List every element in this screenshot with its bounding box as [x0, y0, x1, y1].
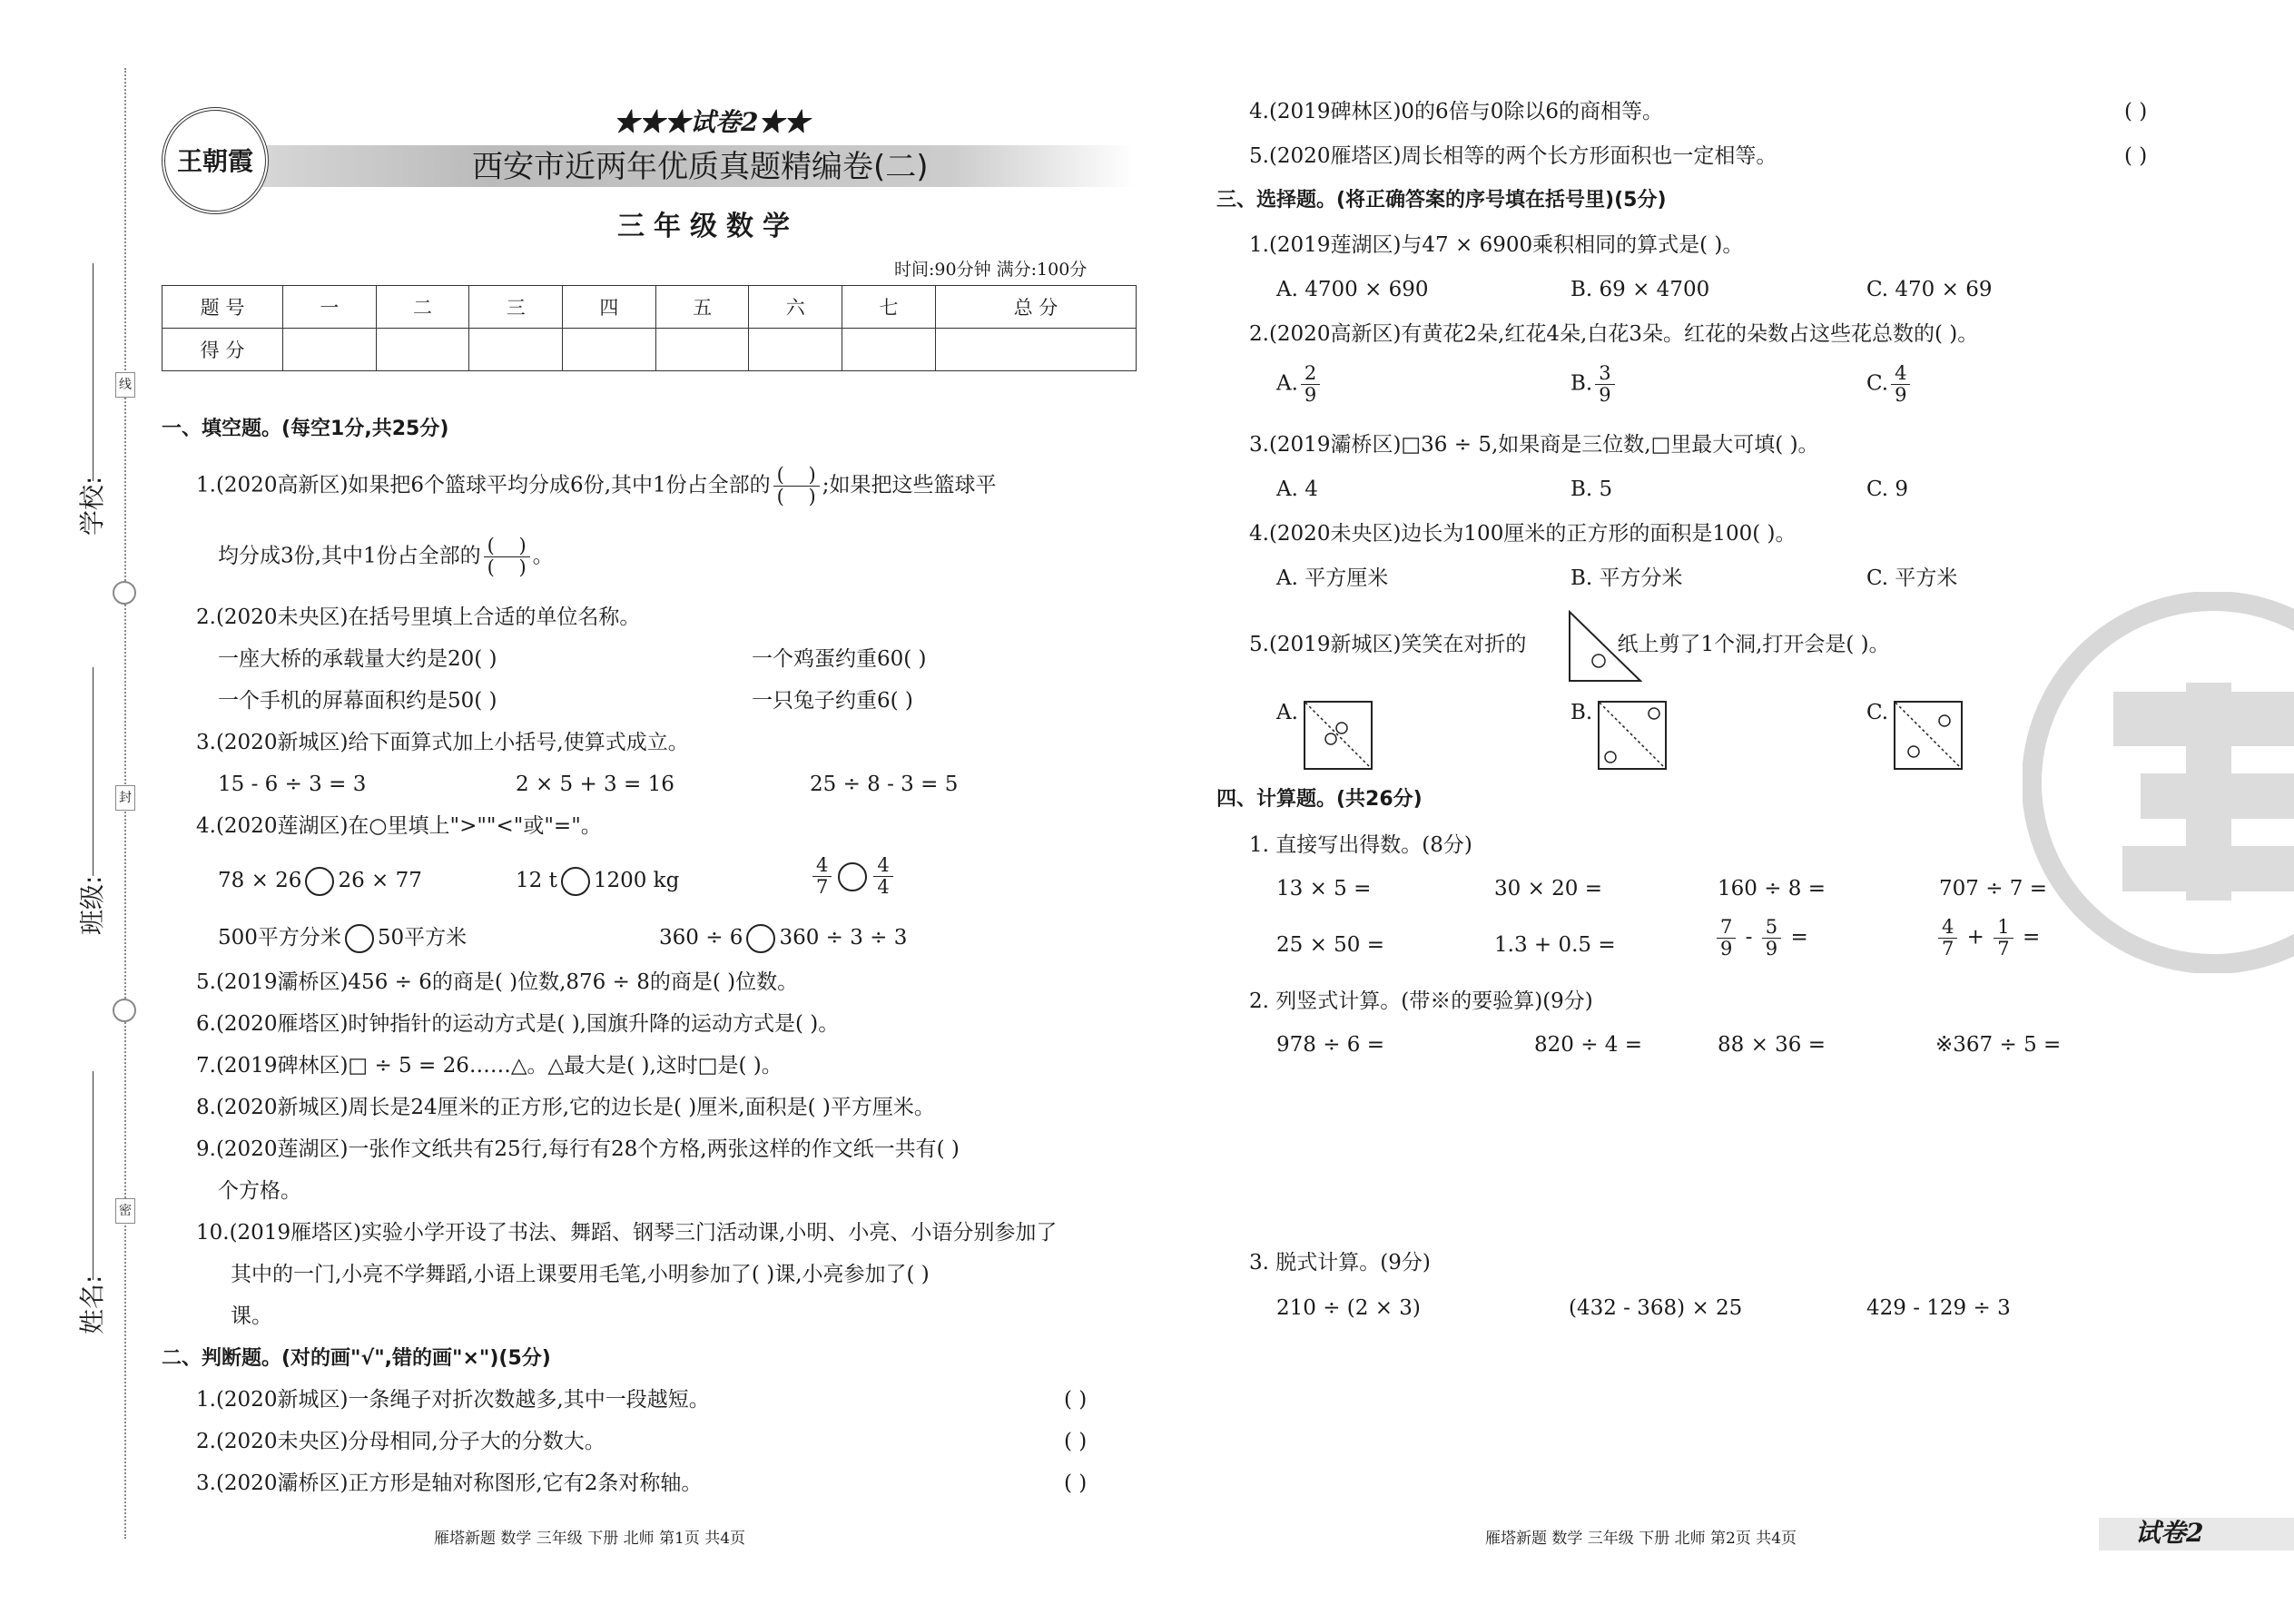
section-2-title: 二、判断题。(对的画"√",错的画"×")(5分): [162, 1347, 551, 1370]
score-input[interactable]: [563, 329, 656, 371]
ring-icon: [113, 581, 136, 605]
school-line: [93, 263, 94, 481]
s3-q4: 4.(2020未央区)边长为100厘米的正方形的面积是100( )。: [1249, 522, 1797, 546]
s1-q4a: 78 × 26 26 × 77: [218, 867, 422, 896]
s4-part1: 1. 直接写出得数。(8分): [1249, 833, 1472, 857]
s4-part2: 2. 列竖式计算。(带※的要验算)(9分): [1249, 989, 1593, 1013]
score-cell: 六: [749, 286, 842, 329]
s2-q1: 1.(2020新城区)一条绳子对折次数越多,其中一段越短。: [196, 1388, 710, 1412]
s1-q10-end: 课。: [231, 1304, 272, 1328]
s1-q6: 6.(2020雁塔区)时钟指针的运动方式是( ),国旗升降的运动方式是( )。: [196, 1012, 840, 1036]
score-input[interactable]: [283, 329, 377, 371]
score-input[interactable]: [842, 329, 936, 371]
s3-q1-opt-a: A. 4700 × 690: [1276, 278, 1429, 301]
cut-mark-secret: 密: [115, 1198, 135, 1224]
s1-q10: 10.(2019雁塔区)实验小学开设了书法、舞蹈、钢琴三门活动课,小明、小亮、小语分别参加了: [196, 1221, 1058, 1245]
name-line: [93, 1071, 94, 1280]
s3-q5: 5.(2019新城区)笑笑在对折的 纸上剪了1个洞,打开会是( )。: [1249, 633, 1890, 656]
s1-q4d: 500平方分米 50平方米: [218, 924, 467, 953]
folded-paper-figure: [1568, 610, 1642, 683]
compare-circle[interactable]: [345, 924, 374, 953]
section-4-title: 四、计算题。(共26分): [1216, 788, 1423, 811]
answer-paren[interactable]: ( ): [1064, 1388, 1088, 1412]
s3-q4-opt-b: B. 平方分米: [1570, 566, 1683, 590]
s1-q2: 2.(2020未央区)在括号里填上合适的单位名称。: [196, 605, 641, 629]
option-a-figure[interactable]: [1304, 701, 1373, 770]
name-label: 姓名:: [77, 1275, 107, 1334]
calc-item: 160 ÷ 8 =: [1718, 877, 1826, 901]
s3-q3: 3.(2019灞桥区)□36 ÷ 5,如果商是三位数,□里最大可填( )。: [1249, 433, 1819, 457]
score-cell: 三: [469, 286, 563, 329]
s3-q1: 1.(2019莲湖区)与47 × 6900乘积相同的算式是( )。: [1249, 233, 1744, 257]
s3-q5-opt-b-label: B.: [1570, 701, 1593, 724]
compare-circle[interactable]: [746, 924, 775, 953]
s3-q1-opt-b: B. 69 × 4700: [1570, 278, 1710, 301]
s3-q5-opt-a-label: A.: [1276, 701, 1298, 724]
cut-mark-seal: 封: [115, 785, 135, 811]
s1-q3a: 15 - 6 ÷ 3 = 3: [218, 773, 367, 796]
s1-q1-cont: 均分成3份,其中1份占全部的 $\frac{( )}{( )}$ 。: [218, 535, 554, 578]
score-table-score-row: [162, 329, 1137, 371]
score-input[interactable]: [376, 329, 469, 371]
calc-item: 30 × 20 =: [1494, 877, 1603, 901]
s3-q2: 2.(2020高新区)有黄花2朵,红花4朵,白花3朵。红花的朵数占这些花总数的( )。: [1249, 322, 1979, 346]
exam-badge: ★★★试卷2★★: [614, 107, 810, 137]
footer-left: 雁塔新题 数学 三年级 下册 北师 第1页 共4页: [434, 1530, 746, 1548]
s3-q3-opt-a: A. 4: [1276, 477, 1318, 501]
calc-item: 25 × 50 =: [1276, 933, 1385, 957]
s1-q4: 4.(2020莲湖区)在○里填上">""<"或"="。: [196, 814, 602, 838]
cut-mark-line: 线: [115, 372, 135, 398]
calc-item: 13 × 5 =: [1276, 877, 1372, 901]
score-input[interactable]: [935, 329, 1136, 371]
calc-item: 820 ÷ 4 =: [1534, 1033, 1643, 1057]
s1-q10-cont: 其中的一门,小亮不学舞蹈,小语上课要用毛笔,小明参加了( )课,小亮参加了( ): [231, 1263, 930, 1286]
answer-paren[interactable]: ( ): [2124, 144, 2148, 168]
school-label: 学校:: [77, 476, 107, 536]
score-cell: 二: [376, 286, 469, 329]
s3-q4-opt-c: C. 平方米: [1866, 566, 1958, 590]
footer-right: 雁塔新题 数学 三年级 下册 北师 第2页 共4页: [1485, 1530, 1797, 1548]
calc-item: $\frac{7}{9}$ - $\frac{5}{9}$ =: [1714, 917, 1808, 960]
time-info: 时间:90分钟 满分:100分: [894, 260, 1088, 280]
footer-tag: 试卷2: [2135, 1518, 2204, 1548]
s3-q3-opt-b: B. 5: [1570, 477, 1613, 501]
calc-item: 1.3 + 0.5 =: [1494, 933, 1616, 957]
score-input[interactable]: [469, 329, 563, 371]
answer-paren[interactable]: ( ): [1064, 1430, 1088, 1453]
s1-q8: 8.(2020新城区)周长是24厘米的正方形,它的边长是( )厘米,面积是( )平方厘米。: [196, 1096, 935, 1119]
s1-q2a: 一座大桥的承载量大约是20( ): [218, 647, 497, 671]
s3-q2-opt-a: A. $\frac{2}{9}$: [1276, 363, 1323, 406]
calc-item: 429 - 129 ÷ 3: [1866, 1296, 2011, 1320]
ring-icon: [113, 999, 136, 1022]
calc-item: 978 ÷ 6 =: [1276, 1033, 1385, 1057]
option-c-figure[interactable]: [1894, 701, 1963, 770]
s3-q2-opt-b: B. $\frac{3}{9}$: [1570, 363, 1618, 406]
s1-q2d: 一只兔子约重6( ): [752, 689, 913, 713]
s3-q2-opt-c: C. $\frac{4}{9}$: [1866, 363, 1913, 406]
answer-paren[interactable]: ( ): [2124, 100, 2148, 123]
s1-q3c: 25 ÷ 8 - 3 = 5: [810, 773, 959, 796]
section-3-title: 三、选择题。(将正确答案的序号填在括号里)(5分): [1216, 189, 1667, 212]
section-1-title: 一、填空题。(每空1分,共25分): [162, 418, 449, 440]
subject-title: 三年级数学: [617, 211, 799, 242]
option-b-figure[interactable]: [1598, 701, 1667, 770]
score-cell: 题 号: [162, 286, 283, 329]
compare-circle[interactable]: [305, 867, 334, 896]
s1-q4b: 12 t 1200 kg: [516, 867, 679, 896]
brand-name: 王朝霞: [176, 146, 253, 176]
s4-part3: 3. 脱式计算。(9分): [1249, 1251, 1431, 1275]
calc-item: (432 - 368) × 25: [1569, 1296, 1743, 1320]
score-cell: 七: [842, 286, 936, 329]
compare-circle[interactable]: [838, 862, 867, 891]
seal-watermark: [2023, 592, 2294, 973]
calc-item: 88 × 36 =: [1718, 1033, 1826, 1057]
s1-q4c: $\frac{4}{7}$ $\frac{4}{4}$: [810, 855, 896, 898]
score-input[interactable]: [749, 329, 842, 371]
calc-item: 707 ÷ 7 =: [1939, 877, 2048, 901]
class-line: [93, 667, 94, 876]
s3-q5-opt-c-label: C.: [1866, 701, 1889, 724]
compare-circle[interactable]: [561, 867, 590, 896]
calc-item: $\frac{4}{7}$ + $\frac{1}{7}$ =: [1935, 917, 2040, 960]
s1-q3b: 2 × 5 + 3 = 16: [516, 773, 674, 796]
s2-q2: 2.(2020未央区)分母相同,分子大的分数大。: [196, 1430, 605, 1453]
score-cell: 四: [563, 286, 656, 329]
calc-item: ※367 ÷ 5 =: [1935, 1033, 2062, 1057]
score-input[interactable]: [655, 329, 749, 371]
s1-q9-cont: 个方格。: [218, 1179, 301, 1203]
s1-q7: 7.(2019碑林区)□ ÷ 5 = 26……△。△最大是( ),这时□是( )。: [196, 1054, 783, 1078]
page-title: 西安市近两年优质真题精编卷(二): [472, 149, 929, 185]
calc-item: 210 ÷ (2 × 3): [1276, 1296, 1421, 1320]
s2-q3: 3.(2020灞桥区)正方形是轴对称图形,它有2条对称轴。: [196, 1471, 703, 1495]
score-table: [162, 285, 1137, 371]
s2-q5: 5.(2020雁塔区)周长相等的两个长方形面积也一定相等。: [1249, 144, 1777, 168]
s1-q1: 1.(2020高新区)如果把6个篮球平均分成6份,其中1份占全部的 $\frac{( )}{( )}$ ;如果把这些篮球平: [196, 464, 997, 507]
s1-q4e: 360 ÷ 6 360 ÷ 3 ÷ 3: [659, 924, 907, 953]
s3-q1-opt-c: C. 470 × 69: [1866, 278, 1993, 301]
brand-logo: [162, 107, 269, 214]
s1-q2b: 一个鸡蛋约重60( ): [752, 647, 927, 671]
class-label: 班级:: [77, 875, 107, 935]
score-cell: 五: [655, 286, 749, 329]
s1-q3: 3.(2020新城区)给下面算式加上小括号,使算式成立。: [196, 731, 689, 754]
s1-q2c: 一个手机的屏幕面积约是50( ): [218, 689, 497, 713]
s1-q5: 5.(2019灞桥区)456 ÷ 6的商是( )位数,876 ÷ 8的商是( )位数。: [196, 970, 799, 994]
answer-paren[interactable]: ( ): [1064, 1471, 1088, 1495]
score-cell: 得 分: [162, 329, 283, 371]
s3-q3-opt-c: C. 9: [1866, 477, 1909, 501]
score-cell: 总 分: [935, 286, 1136, 329]
score-table-header-row: [162, 286, 1137, 329]
s1-q9: 9.(2020莲湖区)一张作文纸共有25行,每行有28个方格,两张这样的作文纸一共有( ): [196, 1137, 960, 1161]
s3-q4-opt-a: A. 平方厘米: [1276, 566, 1389, 590]
score-cell: 一: [283, 286, 377, 329]
s2-q4: 4.(2019碑林区)0的6倍与0除以6的商相等。: [1249, 100, 1663, 123]
